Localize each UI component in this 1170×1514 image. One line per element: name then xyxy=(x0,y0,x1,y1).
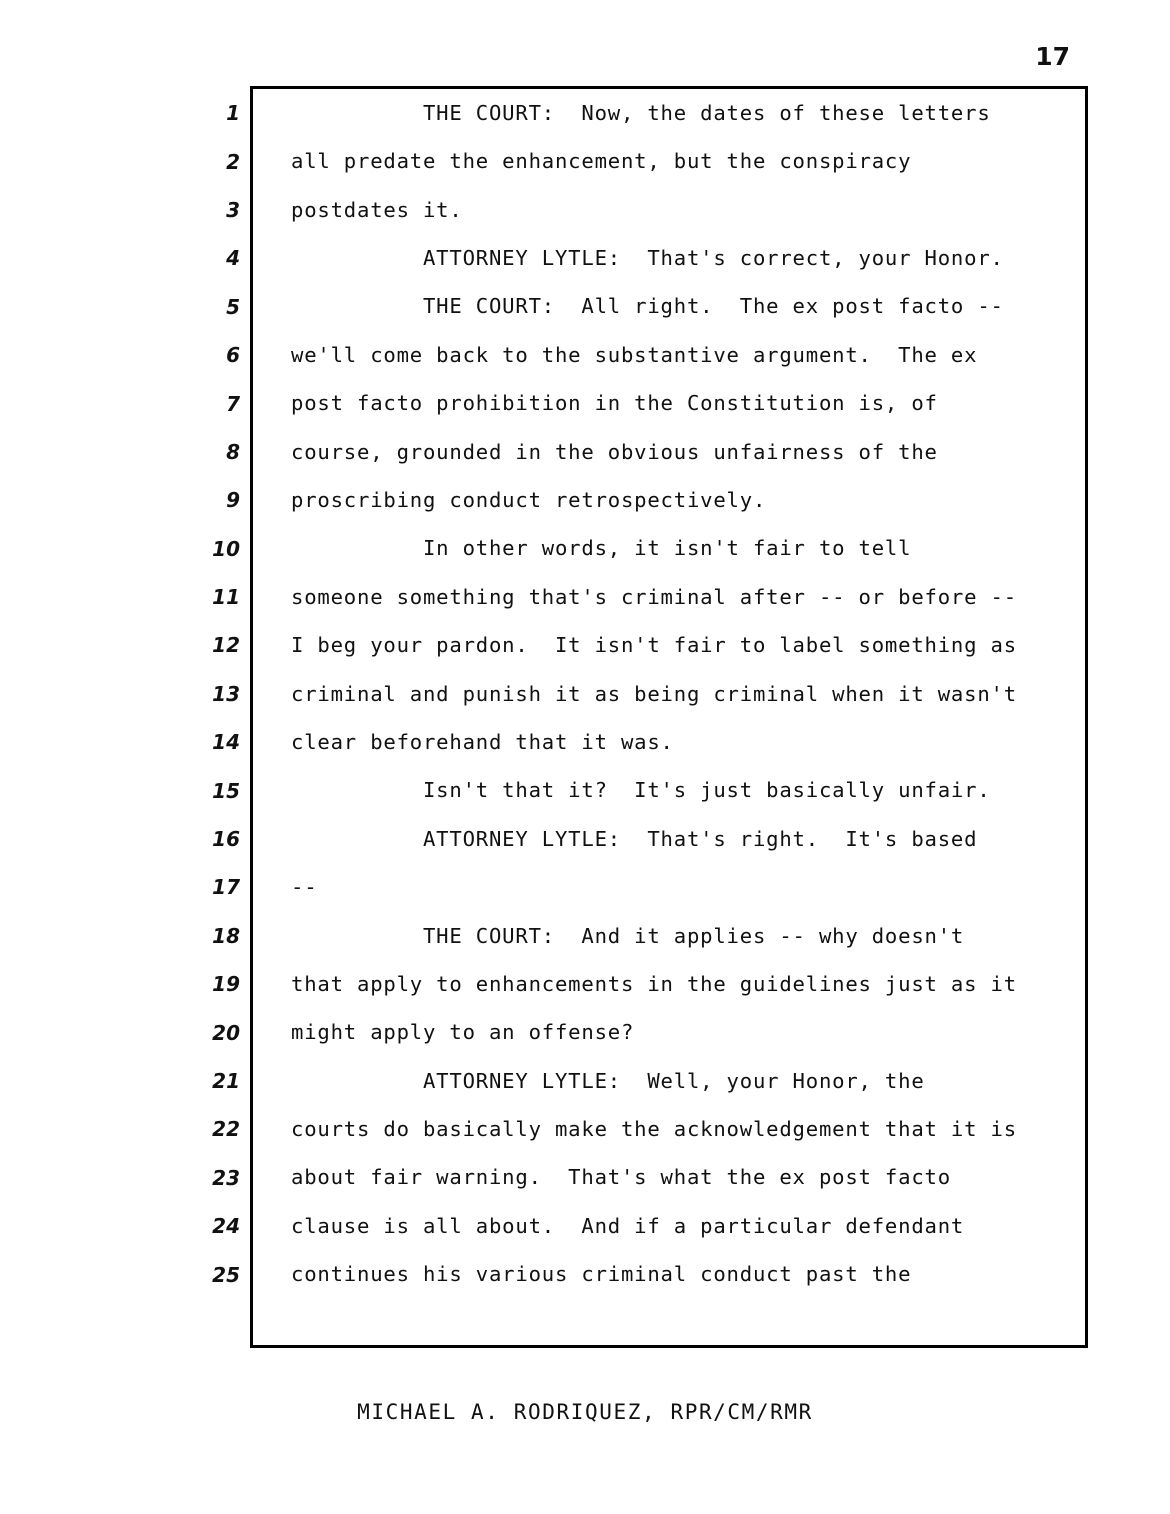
line-text: all predate the enhancement, but the conspiracy xyxy=(291,149,912,174)
line-number: 14 xyxy=(212,730,240,755)
transcript-line xyxy=(212,1250,1085,1298)
line-number: 23 xyxy=(212,1165,240,1190)
line-number: 19 xyxy=(212,972,240,997)
line-text: we'll come back to the substantive argument. The ex xyxy=(291,342,978,367)
transcript-line xyxy=(212,1008,1085,1056)
line-text: proscribing conduct retrospectively. xyxy=(291,488,767,513)
line-number: 20 xyxy=(212,1020,240,1045)
transcript-line xyxy=(212,1057,1085,1105)
transcript-line xyxy=(226,186,1085,234)
line-text: THE COURT: All right. The ex post facto -- xyxy=(291,294,1004,319)
line-number: 25 xyxy=(212,1262,240,1287)
line-text: someone something that's criminal after -- or before -- xyxy=(291,584,1017,609)
line-text: ATTORNEY LYTLE: That's correct, your Honor. xyxy=(291,246,1004,271)
transcript-line xyxy=(226,234,1085,282)
transcript-line-list xyxy=(212,89,1085,1345)
transcript-line xyxy=(212,960,1085,1008)
line-number: 8 xyxy=(226,439,240,464)
transcript-line xyxy=(212,766,1085,814)
transcript-line xyxy=(212,863,1085,911)
line-text: courts do basically make the acknowledgement that it is xyxy=(291,1117,1017,1142)
transcript-line xyxy=(212,573,1085,621)
line-text: criminal and punish it as being criminal when it wasn't xyxy=(291,681,1017,706)
transcript-line xyxy=(226,379,1085,427)
line-number: 4 xyxy=(226,246,240,271)
transcript-line xyxy=(226,137,1085,185)
line-number: 17 xyxy=(212,875,240,900)
line-number: 9 xyxy=(226,488,240,513)
court-reporter-credit: MICHAEL A. RODRIQUEZ, RPR/CM/RMR xyxy=(357,1400,813,1424)
transcript-line xyxy=(226,428,1085,476)
line-text: -- xyxy=(291,875,318,900)
line-number: 7 xyxy=(226,391,240,416)
line-text: post facto prohibition in the Constitution is, of xyxy=(291,391,938,416)
transcript-line xyxy=(212,1154,1085,1202)
transcript-line xyxy=(212,815,1085,863)
line-number: 12 xyxy=(212,633,240,658)
line-text: I beg your pardon. It isn't fair to label something as xyxy=(291,633,1017,658)
transcript-line xyxy=(226,89,1085,137)
line-text: ATTORNEY LYTLE: Well, your Honor, the xyxy=(291,1068,925,1093)
transcript-line xyxy=(212,621,1085,669)
line-text: THE COURT: Now, the dates of these letters xyxy=(291,100,991,125)
line-text: that apply to enhancements in the guidelines just as it xyxy=(291,971,1017,996)
line-number: 13 xyxy=(212,681,240,706)
line-text: postdates it. xyxy=(291,197,463,222)
line-number: 21 xyxy=(212,1069,240,1093)
line-number: 18 xyxy=(212,923,240,948)
line-text: might apply to an offense? xyxy=(291,1020,635,1045)
transcript-line xyxy=(226,283,1085,331)
line-text: clear beforehand that it was. xyxy=(291,729,674,754)
line-number: 24 xyxy=(212,1214,240,1239)
line-number: 2 xyxy=(226,149,240,174)
transcript-line xyxy=(212,1202,1085,1250)
line-number: 16 xyxy=(212,827,240,852)
page-number: 17 xyxy=(1035,42,1070,71)
transcript-line xyxy=(226,331,1085,379)
line-text: In other words, it isn't fair to tell xyxy=(291,536,912,561)
transcript-line xyxy=(212,670,1085,718)
line-text: about fair warning. That's what the ex post facto xyxy=(291,1165,951,1190)
transcript-line xyxy=(212,1105,1085,1153)
line-number: 11 xyxy=(212,585,240,610)
line-number: 5 xyxy=(226,294,240,319)
line-number: 10 xyxy=(212,536,240,561)
transcript-line xyxy=(226,476,1085,524)
line-text: THE COURT: And it applies -- why doesn't xyxy=(291,923,965,948)
line-number: 6 xyxy=(226,343,240,368)
line-text: clause is all about. And if a particular defendant xyxy=(291,1213,965,1238)
line-number: 15 xyxy=(212,778,240,803)
transcript-line xyxy=(212,718,1085,766)
line-number: 22 xyxy=(212,1117,240,1142)
line-text: ATTORNEY LYTLE: That's right. It's based xyxy=(291,826,978,851)
line-text: course, grounded in the obvious unfairness of the xyxy=(291,439,938,464)
line-number: 1 xyxy=(226,101,240,126)
line-number: 3 xyxy=(226,197,240,222)
transcript-frame xyxy=(212,86,1088,1348)
line-text: Isn't that it? It's just basically unfair. xyxy=(291,778,991,803)
transcript-line xyxy=(212,912,1085,960)
line-text: continues his various criminal conduct past the xyxy=(291,1262,912,1287)
transcript-line xyxy=(212,525,1085,573)
